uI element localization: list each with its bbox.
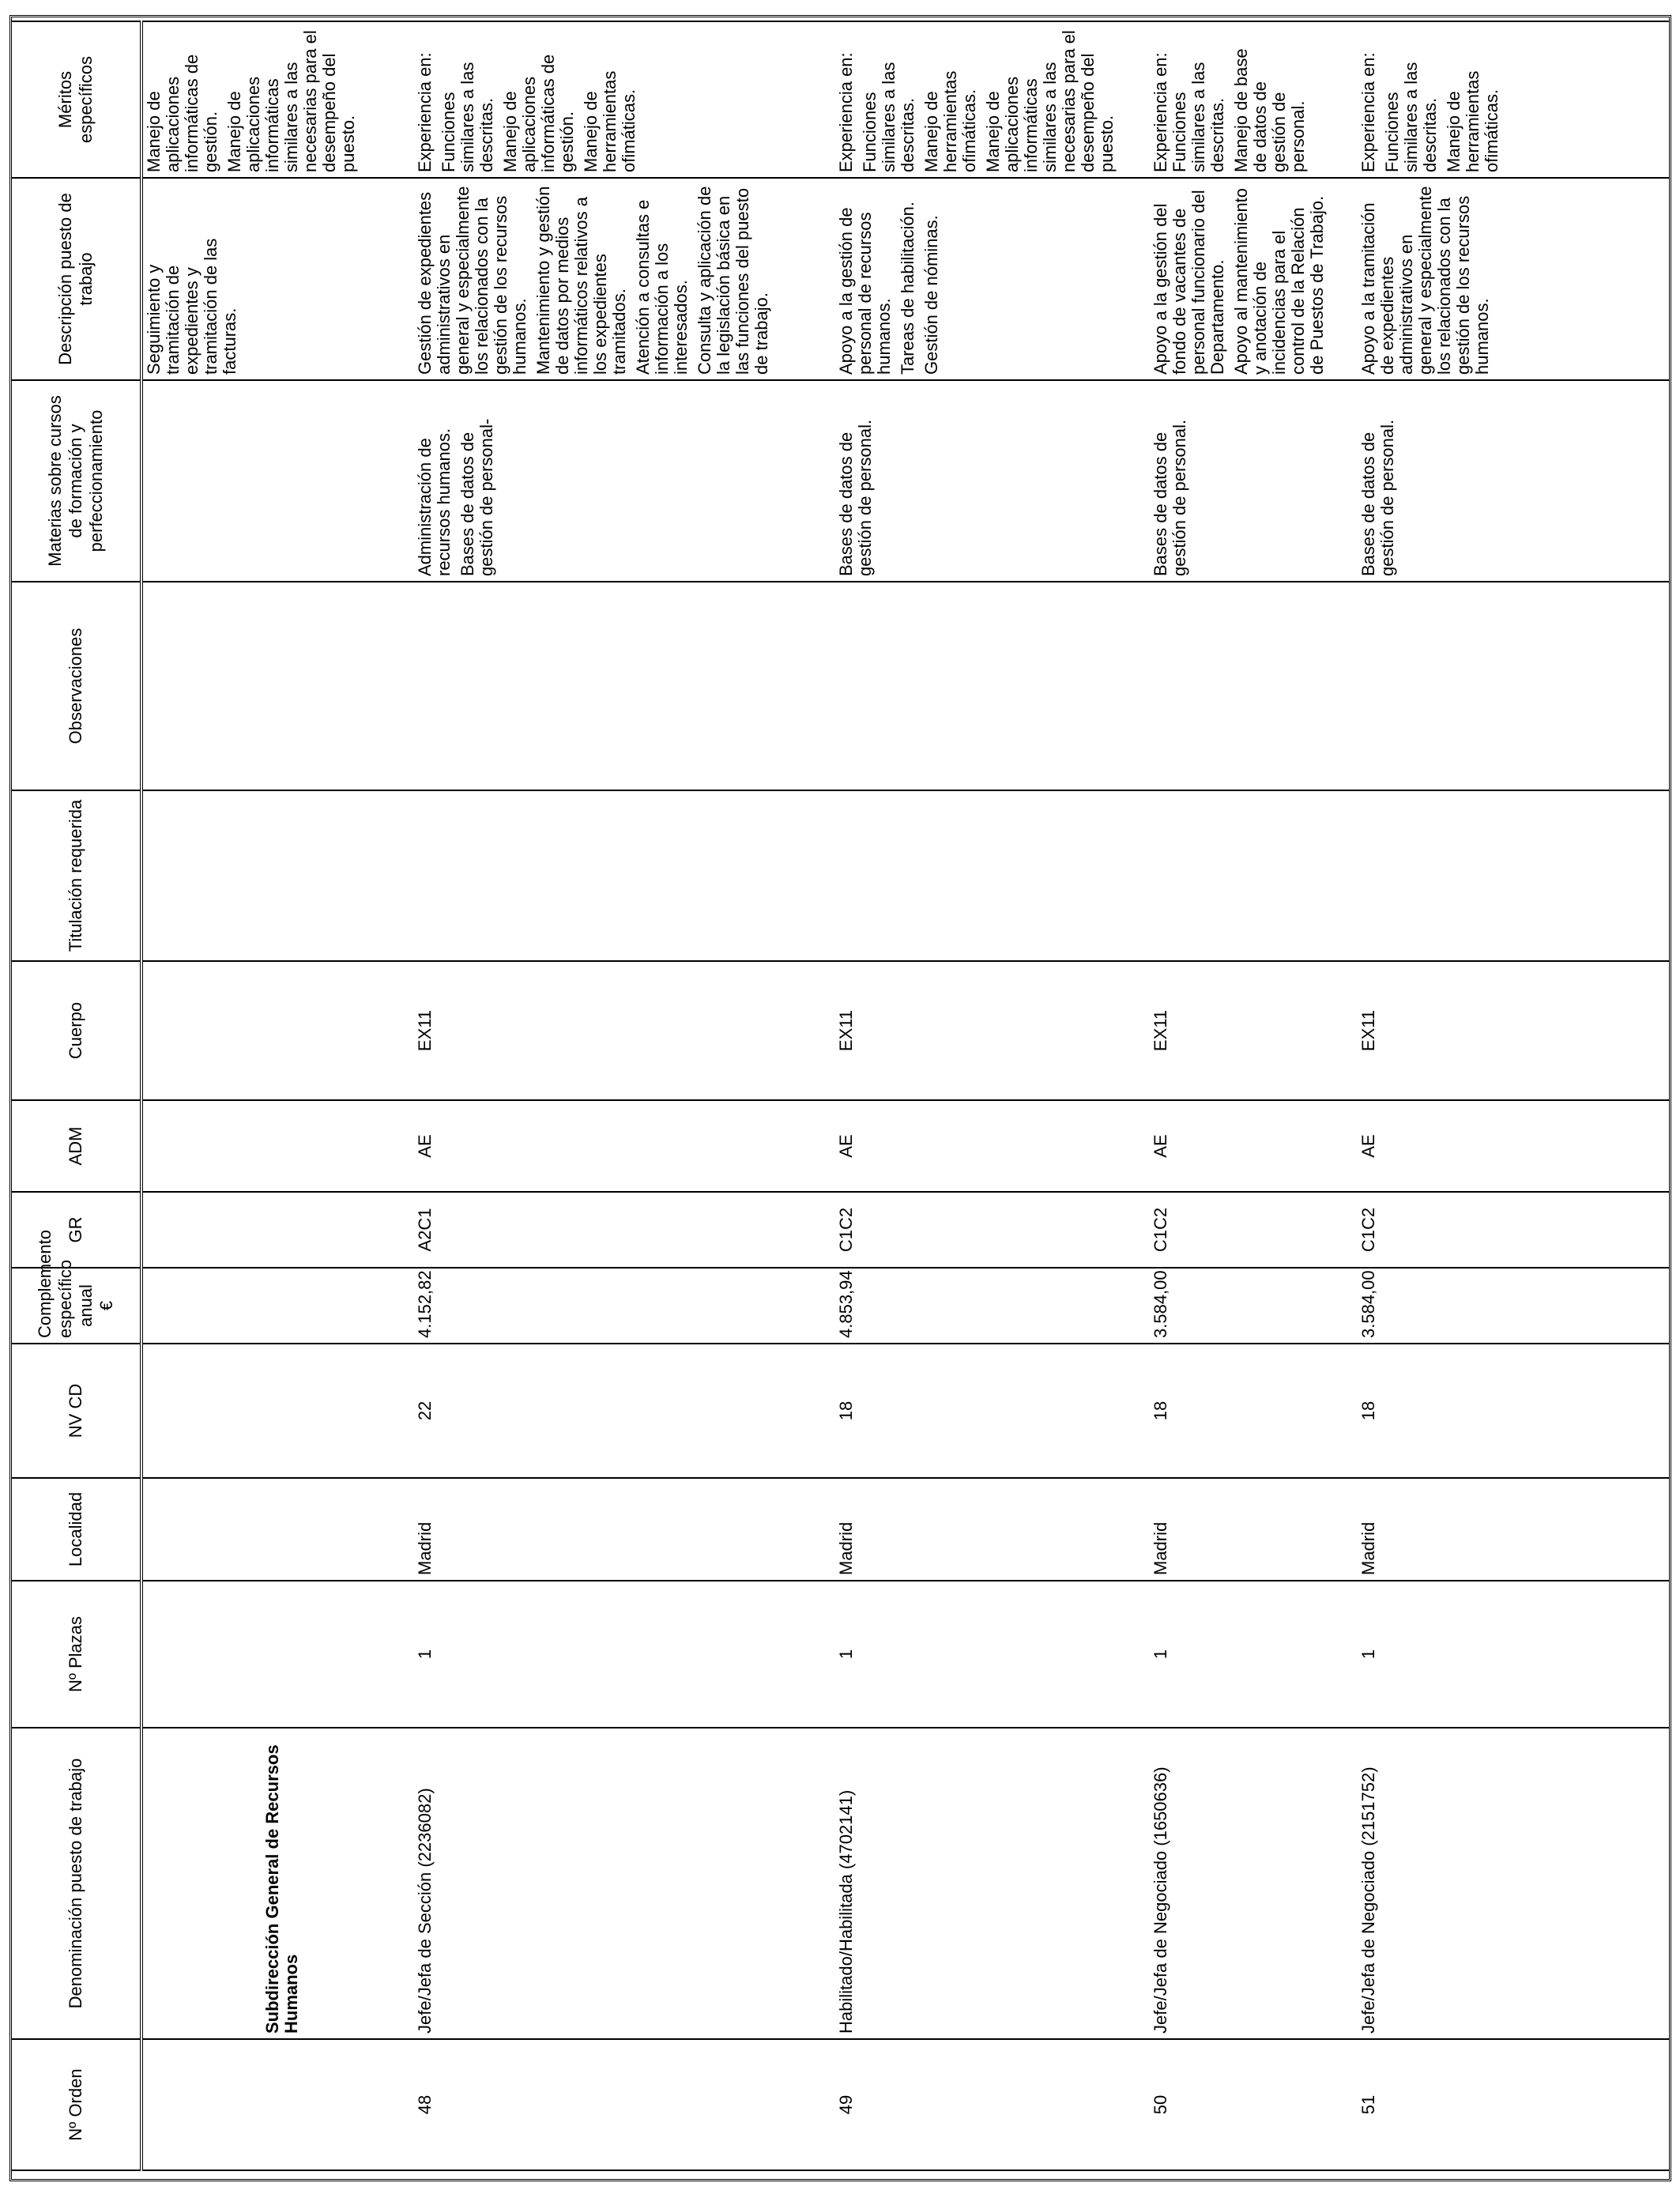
cell-complemento: 3.584,00	[1358, 1268, 1669, 1344]
cell-titulacion	[835, 790, 1150, 961]
table-row	[1358, 21, 1669, 2170]
header-row	[12, 21, 141, 2170]
cell-orden: 48	[414, 2039, 836, 2170]
cell-complemento: 3.584,00	[1150, 1268, 1358, 1344]
cell-observaciones	[1358, 582, 1669, 790]
cell-gr: C1C2	[1358, 1192, 1669, 1268]
section-meritos: Manejo de aplicaciones informáticas de gestión. Manejo de aplicaciones informáticas similares a las necesarias para el desempeño del puesto.	[141, 21, 414, 178]
cell-orden: 49	[835, 2039, 1150, 2170]
section-title: Subdirección General de Recursos Humanos	[141, 1728, 414, 2039]
cell-adm: AE	[414, 1100, 836, 1192]
header-plazas: Nº Plazas	[12, 1581, 141, 1728]
cell-localidad: Madrid	[1358, 1478, 1669, 1581]
cell-denominacion: Jefe/Jefa de Sección (2236082)	[414, 1728, 836, 2039]
table-row	[414, 21, 836, 2170]
cell-meritos: Experiencia en: Funciones similares a las descritas. Manejo de base de datos de gestión de personal.	[1150, 21, 1358, 178]
table-row	[1150, 21, 1358, 2170]
cell-meritos: Experiencia en: Funciones similares a las descritas. Manejo de aplicaciones informáticas de gestión. Manejo de herramientas ofimáticas.	[414, 21, 836, 178]
cell-plazas: 1	[1150, 1581, 1358, 1728]
cell-orden: 50	[1150, 2039, 1358, 2170]
cell-complemento: 4.152,82	[414, 1268, 836, 1344]
cell-gr: A2C1	[414, 1192, 836, 1268]
cell-plazas: 1	[835, 1581, 1150, 1728]
cell-descripcion: Apoyo a la tramitación de expedientes administrativos en general y especialmente los relacionados con la gestión de los recursos humanos.	[1358, 178, 1669, 380]
cell-denominacion: Jefe/Jefa de Negociado (1650636)	[1150, 1728, 1358, 2039]
cell-plazas: 1	[414, 1581, 836, 1728]
cell-nvcd: 22	[414, 1344, 836, 1478]
header-materias: Materias sobre cursos de formación y perfeccionamiento	[12, 380, 141, 582]
section-descripcion: Seguimiento y tramitación de expedientes y tramitación de las facturas.	[141, 178, 414, 380]
header-titulacion: Titulación requerida	[12, 790, 141, 961]
cell-materias: Bases de datos de gestión de personal.	[1150, 380, 1358, 582]
cell-localidad: Madrid	[414, 1478, 836, 1581]
cell-denominacion: Jefe/Jefa de Negociado (2151752)	[1358, 1728, 1669, 2039]
cell-cuerpo: EX11	[1150, 961, 1358, 1100]
header-complemento: Complemento específico anual €	[12, 1268, 141, 1344]
table-frame	[9, 15, 1671, 2181]
cell-denominacion: Habilitado/Habilitada (4702141)	[835, 1728, 1150, 2039]
cell-nvcd: 18	[1358, 1344, 1669, 1478]
cell-materias: Bases de datos de gestión de personal.	[1358, 380, 1669, 582]
cell-gr: C1C2	[1150, 1192, 1358, 1268]
section-row	[141, 21, 414, 2170]
header-localidad: Localidad	[12, 1478, 141, 1581]
cell-titulacion	[1358, 790, 1669, 961]
job-positions-table	[12, 21, 1669, 2171]
cell-meritos: Experiencia en: Funciones similares a las descritas. Manejo de herramientas ofimáticas.	[1358, 21, 1669, 178]
header-descripcion: Descripción puesto de trabajo	[12, 178, 141, 380]
table-row	[835, 21, 1150, 2170]
cell-cuerpo: EX11	[1358, 961, 1669, 1100]
header-gr: GR	[12, 1192, 141, 1268]
header-orden: Nº Orden	[12, 2039, 141, 2170]
cell-adm: AE	[1150, 1100, 1358, 1192]
cell-nvcd: 18	[1150, 1344, 1358, 1478]
header-cuerpo: Cuerpo	[12, 961, 141, 1100]
cell-materias: Bases de datos de gestión de personal.	[835, 380, 1150, 582]
cell-titulacion	[414, 790, 836, 961]
cell-plazas: 1	[1358, 1581, 1669, 1728]
header-observaciones: Observaciones	[12, 582, 141, 790]
cell-descripcion: Apoyo a la gestión de personal de recursos humanos. Tareas de habilitación. Gestión de nóminas.	[835, 178, 1150, 380]
cell-complemento: 4.853,94	[835, 1268, 1150, 1344]
cell-descripcion: Gestión de expedientes administrativos en general y especialmente los relacionados con la gestión de los recursos humanos. Mantenimiento y gestión de datos por medios informáticos relativos a los expedientes tramitados. Atención a consultas e información a los interesados. Consulta y aplicación de la legislación básica en las funciones del puesto de trabajo.	[414, 178, 836, 380]
cell-gr: C1C2	[835, 1192, 1150, 1268]
header-meritos: Méritos específicos	[12, 21, 141, 178]
cell-materias: Administración de recursos humanos. Bases de datos de gestión de personal-	[414, 380, 836, 582]
cell-adm: AE	[1358, 1100, 1669, 1192]
header-nvcd: NV CD	[12, 1344, 141, 1478]
cell-descripcion: Apoyo a la gestión del fondo de vacantes de personal funcionario del Departamento. Apoyo al mantenimiento y anotación de incidencias para el control de la Relación de Puestos de Trabajo.	[1150, 178, 1358, 380]
cell-observaciones	[835, 582, 1150, 790]
cell-nvcd: 18	[835, 1344, 1150, 1478]
cell-localidad: Madrid	[1150, 1478, 1358, 1581]
cell-localidad: Madrid	[835, 1478, 1150, 1581]
cell-cuerpo: EX11	[414, 961, 836, 1100]
cell-orden: 51	[1358, 2039, 1669, 2170]
cell-cuerpo: EX11	[835, 961, 1150, 1100]
header-denominacion: Denominación puesto de trabajo	[12, 1728, 141, 2039]
header-adm: ADM	[12, 1100, 141, 1192]
cell-adm: AE	[835, 1100, 1150, 1192]
cell-titulacion	[1150, 790, 1358, 961]
cell-observaciones	[414, 582, 836, 790]
cell-meritos: Experiencia en: Funciones similares a las descritas. Manejo de herramientas ofimáticas. Manejo de aplicaciones informáticas similares a las necesarias para el desempeño del puesto.	[835, 21, 1150, 178]
cell-observaciones	[1150, 582, 1358, 790]
